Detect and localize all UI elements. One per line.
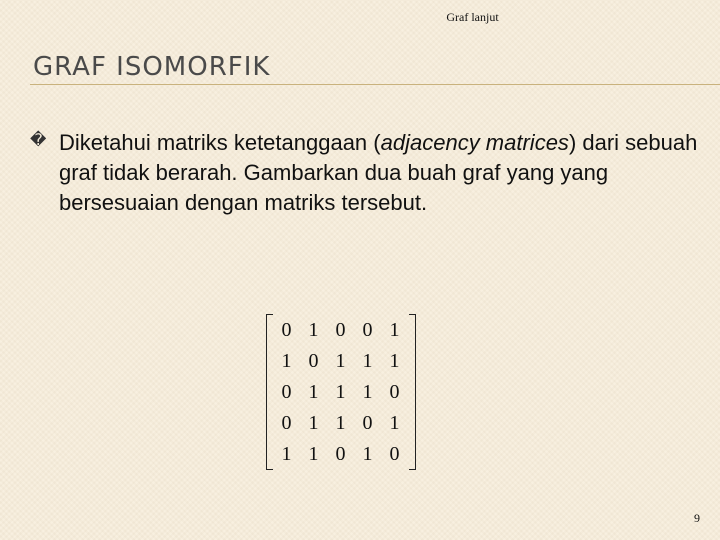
matrix-cell: 1 xyxy=(362,443,373,465)
bullet-text-part-1: Diketahui matriks ketetanggaan ( xyxy=(59,130,381,155)
matrix-cell: 1 xyxy=(335,412,346,434)
matrix-cell: 1 xyxy=(335,350,346,372)
matrix-cell: 1 xyxy=(389,412,400,434)
matrix-cell: 1 xyxy=(389,319,400,341)
bullet-text-part-2: ) dari sebuah graf tidak berarah. Gambarkan dua buah graf yang yang bersesuaian dengan matriks tersebut. xyxy=(59,130,698,215)
matrix-cell: 1 xyxy=(308,412,319,434)
matrix-cell: 1 xyxy=(281,350,292,372)
matrix-cell: 0 xyxy=(335,443,346,465)
bullet-text-italic: adjacency matrices xyxy=(380,130,569,155)
title-divider xyxy=(30,84,720,85)
matrix-cell: 1 xyxy=(362,381,373,403)
matrix-left-bracket xyxy=(266,314,273,470)
matrix-grid xyxy=(273,316,408,471)
matrix-cell: 0 xyxy=(389,443,400,465)
matrix-cell: 0 xyxy=(308,350,319,372)
matrix-cell: 0 xyxy=(362,319,373,341)
matrix-cell: 1 xyxy=(308,381,319,403)
matrix-cell: 1 xyxy=(308,319,319,341)
adjacency-matrix xyxy=(266,314,416,470)
matrix-cell: 0 xyxy=(281,319,292,341)
matrix-cell: 0 xyxy=(389,381,400,403)
header-text: Graf lanjut xyxy=(446,10,499,24)
matrix-right-bracket xyxy=(409,314,416,470)
matrix-cell: 1 xyxy=(362,350,373,372)
slide-title: GRAF ISOMORFIK xyxy=(33,52,271,82)
matrix-cell: 0 xyxy=(335,319,346,341)
matrix-cell: 1 xyxy=(281,443,292,465)
matrix-cell: 1 xyxy=(308,443,319,465)
matrix-cell: 1 xyxy=(335,381,346,403)
checkbox-bullet-icon: � xyxy=(30,130,47,149)
matrix-cell: 0 xyxy=(362,412,373,434)
matrix-cell: 0 xyxy=(281,381,292,403)
page-number: 9 xyxy=(694,511,700,525)
bullet-text xyxy=(59,128,699,218)
matrix-cell: 1 xyxy=(389,350,400,372)
matrix-cell: 0 xyxy=(281,412,292,434)
